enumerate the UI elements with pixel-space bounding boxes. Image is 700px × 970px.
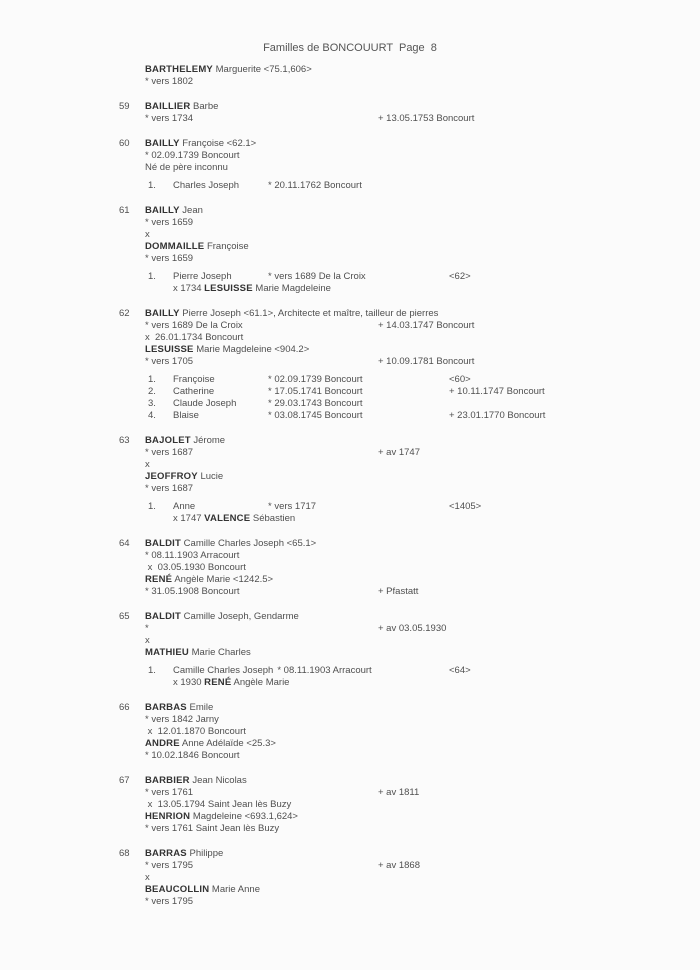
given-names: Marguerite <75.1,606> [212, 64, 312, 75]
record-body [145, 101, 700, 125]
detail-text: x 03.05.1930 Boncourt [145, 562, 246, 573]
children-list [148, 271, 700, 295]
record-number: 61 [119, 205, 130, 216]
detail-line [145, 550, 700, 562]
record-number: 63 [119, 435, 130, 446]
record-number: 62 [119, 308, 130, 319]
child-birth: * 08.11.1903 Arracourt [277, 665, 372, 676]
given-names: Magdeleine <693.1,624> [190, 811, 298, 822]
family-record [0, 205, 700, 295]
child-number: 1. [148, 374, 156, 385]
child-number: 1. [148, 501, 156, 512]
record-number: 60 [119, 138, 130, 149]
record-body [145, 775, 700, 835]
child-name: Catherine [173, 386, 215, 397]
surname: LESUISSE [145, 344, 194, 355]
given-names: Camille Charles Joseph <65.1> [181, 538, 317, 549]
family-record [0, 775, 700, 835]
detail-line [145, 787, 700, 799]
detail-text: x [145, 229, 150, 240]
detail-text: * [145, 623, 149, 634]
child-number: 1. [148, 180, 156, 191]
record-body [145, 138, 700, 192]
child-name: Pierre Joseph [173, 271, 232, 282]
given-names: Marie Anne [209, 884, 260, 895]
person-name-line [145, 308, 700, 320]
person-name-line [145, 884, 700, 896]
spouse-given-names: Angèle Marie [231, 677, 290, 688]
surname: BAILLY [145, 308, 180, 319]
given-names: Emile [186, 702, 214, 713]
detail-text: * vers 1734 [145, 113, 194, 124]
record-body [145, 702, 700, 762]
child-number: 3. [148, 398, 156, 409]
detail-text: x [145, 872, 150, 883]
child-line [148, 665, 700, 677]
child-line [148, 180, 700, 192]
child-line [148, 386, 700, 398]
detail-line [145, 714, 700, 726]
detail-text: * vers 1659 [145, 253, 194, 264]
person-name-line [145, 205, 700, 217]
death-info: + av 1868 [378, 860, 420, 871]
record-number: 64 [119, 538, 130, 549]
given-names: Lucie [197, 471, 224, 482]
family-record [0, 702, 700, 762]
detail-line [145, 356, 700, 368]
detail-text: * 02.09.1739 Boncourt [145, 150, 240, 161]
given-names: Marie Magdeleine <904.2> [193, 344, 310, 355]
surname: MATHIEU [145, 647, 189, 658]
detail-line [145, 459, 700, 471]
child-ref: <64> [449, 665, 471, 676]
record-body [145, 64, 700, 88]
family-record [0, 611, 700, 689]
child-name: Camille Charles Joseph [173, 665, 274, 676]
child-name: Anne [173, 501, 196, 512]
detail-line [145, 799, 700, 811]
child-ref: <62> [449, 271, 471, 282]
person-name-line [145, 138, 700, 150]
detail-line [145, 320, 700, 332]
surname: BAILLY [145, 205, 180, 216]
given-names: Pierre Joseph <61.1>, Architecte et maître, tailleur de pierres [179, 308, 439, 319]
child-line [148, 398, 700, 410]
detail-text: * vers 1705 [145, 356, 194, 367]
given-names: Angèle Marie <1242.5> [172, 574, 274, 585]
page-title: Familles de BONCOUURT Page 8 [263, 42, 437, 54]
person-name-line [145, 574, 700, 586]
surname: DOMMAILLE [145, 241, 205, 252]
detail-line [145, 623, 700, 635]
child-birth: * 02.09.1739 Boncourt [268, 374, 363, 385]
child-marriage-line [173, 677, 700, 689]
family-record [0, 101, 700, 125]
detail-line [145, 872, 700, 884]
marriage-prefix: x 1747 [173, 513, 205, 524]
detail-text: * vers 1795 [145, 896, 194, 907]
spouse-surname: RENÉ [204, 677, 232, 688]
record-body [145, 308, 700, 422]
surname: BARBAS [145, 702, 187, 713]
spouse-given-names: Marie Magdeleine [252, 283, 331, 294]
person-name-line [145, 775, 700, 787]
detail-line [145, 150, 700, 162]
detail-line [145, 76, 700, 88]
surname: BAJOLET [145, 435, 191, 446]
children-list [148, 374, 700, 422]
surname: RENÉ [145, 574, 173, 585]
given-names: Jean [179, 205, 203, 216]
detail-text: * 10.02.1846 Boncourt [145, 750, 240, 761]
person-name-line [145, 241, 700, 253]
death-info: + 14.03.1747 Boncourt [378, 320, 475, 331]
detail-text: * vers 1802 [145, 76, 194, 87]
person-name-line [145, 611, 700, 623]
detail-text: * 31.05.1908 Boncourt [145, 586, 240, 597]
detail-text: * vers 1795 [145, 860, 194, 871]
detail-line [145, 823, 700, 835]
marriage-prefix: x 1930 [173, 677, 205, 688]
record-body [145, 538, 700, 598]
detail-line [145, 860, 700, 872]
person-name-line [145, 101, 700, 113]
record-number: 66 [119, 702, 130, 713]
child-ref: + 23.01.1770 Boncourt [449, 410, 546, 421]
death-info: + av 1811 [378, 787, 420, 798]
detail-text: * 08.11.1903 Arracourt [145, 550, 240, 561]
child-birth: * vers 1689 De la Croix [268, 271, 366, 282]
child-name: Charles Joseph [173, 180, 240, 191]
child-birth: * 17.05.1741 Boncourt [268, 386, 363, 397]
given-names: Françoise [204, 241, 249, 252]
detail-line [145, 635, 700, 647]
person-name-line [145, 538, 700, 550]
family-record [0, 308, 700, 422]
death-info: + av 1747 [378, 447, 420, 458]
detail-text: * vers 1659 [145, 217, 194, 228]
detail-text: * vers 1687 [145, 483, 194, 494]
person-name-line [145, 344, 700, 356]
record-number: 59 [119, 101, 130, 112]
record-body [145, 848, 700, 908]
child-ref: + 10.11.1747 Boncourt [449, 386, 545, 397]
detail-line [145, 586, 700, 598]
child-birth: * vers 1717 [268, 501, 317, 512]
death-info: + 10.09.1781 Boncourt [378, 356, 475, 367]
detail-text: x 13.05.1794 Saint Jean lès Buzy [145, 799, 292, 810]
child-marriage-line [173, 283, 700, 295]
detail-line [145, 332, 700, 344]
child-line [148, 410, 700, 422]
child-ref: <60> [449, 374, 471, 385]
marriage-prefix: x 1734 [173, 283, 205, 294]
record-number: 68 [119, 848, 130, 859]
children-list [148, 665, 700, 689]
given-names: Françoise <62.1> [179, 138, 257, 149]
detail-text: * vers 1761 [145, 787, 194, 798]
surname: BALDIT [145, 538, 182, 549]
surname: BARRAS [145, 848, 187, 859]
child-ref: <1405> [449, 501, 482, 512]
detail-text: x 26.01.1734 Boncourt [145, 332, 244, 343]
spouse-surname: LESUISSE [204, 283, 253, 294]
record-body [145, 435, 700, 525]
children-list [148, 180, 700, 192]
family-record [0, 538, 700, 598]
surname: ANDRE [145, 738, 180, 749]
child-number: 1. [148, 271, 156, 282]
death-info: + av 03.05.1930 [378, 623, 447, 634]
person-name-line [145, 435, 700, 447]
surname: JEOFFROY [145, 471, 198, 482]
child-birth: * 20.11.1762 Boncourt [268, 180, 362, 191]
detail-line [145, 447, 700, 459]
detail-text: * vers 1761 Saint Jean lès Buzy [145, 823, 280, 834]
child-number: 2. [148, 386, 156, 397]
surname: HENRION [145, 811, 191, 822]
detail-line [145, 750, 700, 762]
surname: BAILLIER [145, 101, 191, 112]
family-record [0, 64, 700, 88]
detail-line [145, 217, 700, 229]
detail-line [145, 229, 700, 241]
child-number: 4. [148, 410, 156, 421]
detail-text: * vers 1842 Jarny [145, 714, 219, 725]
detail-text: x [145, 635, 150, 646]
detail-text: x [145, 459, 150, 470]
child-name: Blaise [173, 410, 199, 421]
surname: BAILLY [145, 138, 180, 149]
given-names: Marie Charles [188, 647, 251, 658]
record-number: 67 [119, 775, 130, 786]
surname: BEAUCOLLIN [145, 884, 210, 895]
given-names: Philippe [186, 848, 224, 859]
person-name-line [145, 471, 700, 483]
child-name: Françoise [173, 374, 215, 385]
family-record [0, 848, 700, 908]
detail-text: * vers 1687 [145, 447, 194, 458]
family-record [0, 138, 700, 192]
detail-text: x 12.01.1870 Boncourt [145, 726, 246, 737]
record-number: 65 [119, 611, 130, 622]
child-number: 1. [148, 665, 156, 676]
detail-line [145, 162, 700, 174]
records-list [0, 64, 700, 921]
child-marriage-line [173, 513, 700, 525]
detail-line [145, 483, 700, 495]
person-name-line [145, 702, 700, 714]
detail-line [145, 896, 700, 908]
person-name-line [145, 738, 700, 750]
given-names: Camille Joseph, Gendarme [181, 611, 299, 622]
surname: BARBIER [145, 775, 190, 786]
given-names: Anne Adélaïde <25.3> [179, 738, 276, 749]
detail-line [145, 726, 700, 738]
person-name-line [145, 647, 700, 659]
children-list [148, 501, 700, 525]
given-names: Jérome [190, 435, 226, 446]
detail-line [145, 113, 700, 125]
child-name: Claude Joseph [173, 398, 237, 409]
detail-line [145, 562, 700, 574]
person-name-line [145, 64, 700, 76]
detail-text: * vers 1689 De la Croix [145, 320, 243, 331]
person-name-line [145, 848, 700, 860]
child-birth: * 03.08.1745 Boncourt [268, 410, 363, 421]
child-line [148, 374, 700, 386]
surname: BALDIT [145, 611, 182, 622]
spouse-surname: VALENCE [204, 513, 251, 524]
family-record [0, 435, 700, 525]
death-info: + 13.05.1753 Boncourt [378, 113, 475, 124]
surname: BARTHELEMY [145, 64, 213, 75]
child-birth: * 29.03.1743 Boncourt [268, 398, 363, 409]
spouse-given-names: Sébastien [250, 513, 296, 524]
detail-line [145, 253, 700, 265]
given-names: Jean Nicolas [189, 775, 247, 786]
death-info: + Pfastatt [378, 586, 419, 597]
child-line [148, 271, 700, 283]
record-body [145, 205, 700, 295]
person-name-line [145, 811, 700, 823]
given-names: Barbe [190, 101, 219, 112]
detail-text: Né de père inconnu [145, 162, 228, 173]
record-body [145, 611, 700, 689]
child-line [148, 501, 700, 513]
